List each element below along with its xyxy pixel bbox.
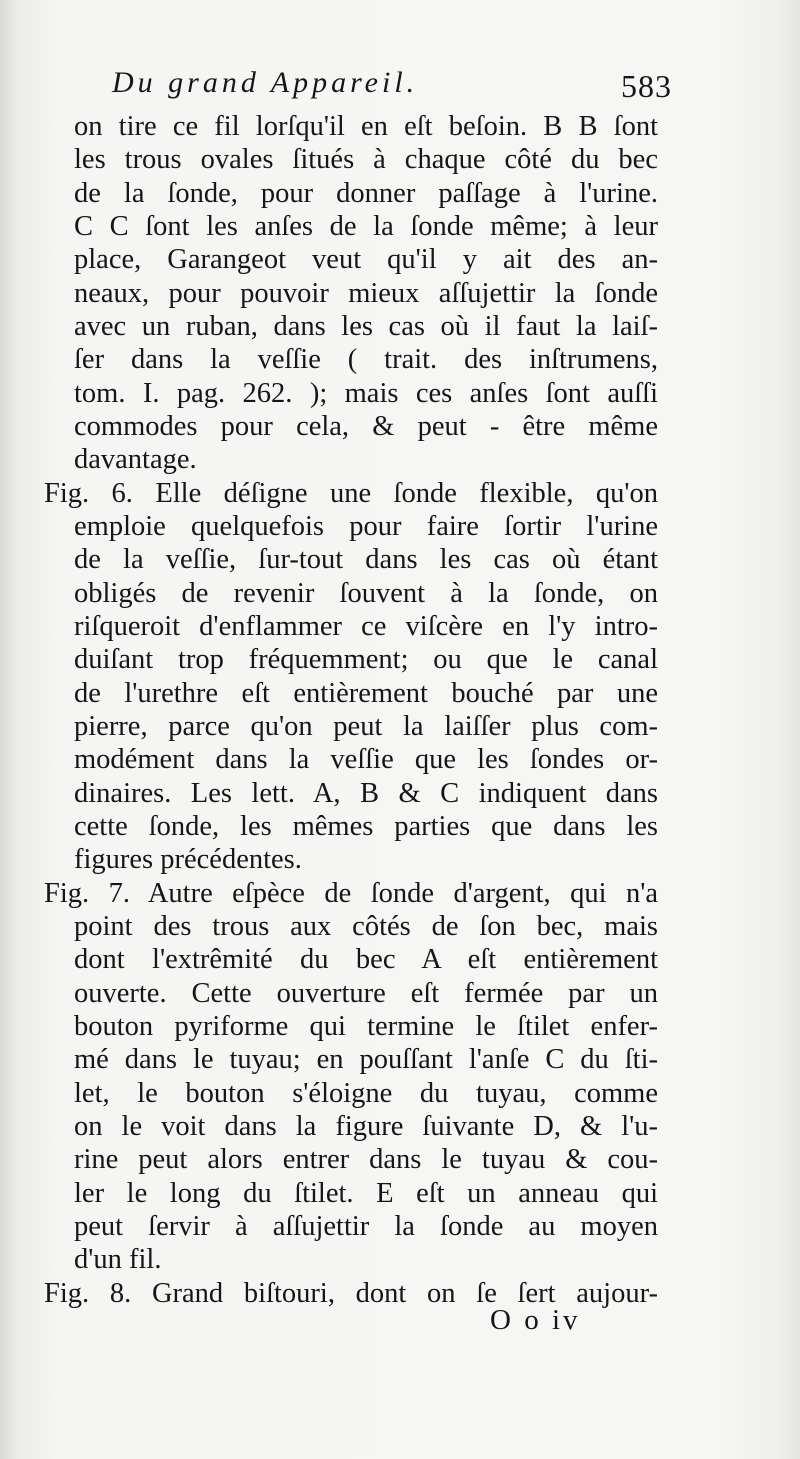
running-head bbox=[112, 66, 672, 110]
figure-caption-line: Fig. 8. Grand biſtouri, dont on ſe ſert aujour- bbox=[44, 1278, 658, 1309]
text-line: figures précédentes. bbox=[74, 844, 302, 875]
figure-caption-line: Fig. 7. Autre eſpèce de ſonde d'argent, qui n'a bbox=[44, 878, 658, 909]
text-line: de la ſonde, pour donner paſſage à l'urine. bbox=[74, 178, 658, 209]
text-line: ſer dans la veſſie ( trait. des inſtrumens, bbox=[74, 344, 658, 375]
signature-mark: O o iv bbox=[490, 1304, 581, 1336]
text-line: pierre, parce qu'on peut la laiſſer plus com- bbox=[74, 711, 658, 742]
text-line: commodes pour cela, & peut - être même bbox=[74, 411, 658, 442]
text-line: avec un ruban, dans les cas où il faut la laiſ- bbox=[74, 311, 658, 342]
text-line: rine peut alors entrer dans le tuyau & cou- bbox=[74, 1144, 658, 1175]
text-line: davantage. bbox=[74, 444, 197, 475]
text-line: emploie quelquefois pour faire ſortir l'urine bbox=[74, 511, 658, 542]
text-line: les trous ovales ſitués à chaque côté du bec bbox=[74, 144, 658, 175]
text-line: d'un fil. bbox=[74, 1244, 162, 1275]
text-line: let, le bouton s'éloigne du tuyau, comme bbox=[74, 1078, 658, 1109]
text-line: dont l'extrêmité du bec A eſt entièrement bbox=[74, 944, 658, 975]
text-line: peut ſervir à aſſujettir la ſonde au moyen bbox=[74, 1211, 658, 1242]
text-line: obligés de revenir ſouvent à la ſonde, on bbox=[74, 578, 658, 609]
running-head-title: Du grand Appareil. bbox=[112, 66, 419, 99]
text-line: place, Garangeot veut qu'il y ait des an- bbox=[74, 244, 658, 275]
text-line: bouton pyriforme qui termine le ſtilet enfer- bbox=[74, 1011, 658, 1042]
text-line: de l'urethre eſt entièrement bouché par une bbox=[74, 678, 658, 709]
text-line: mé dans le tuyau; en pouſſant l'anſe C du ſti- bbox=[74, 1044, 658, 1075]
text-line: modément dans la veſſie que les ſondes or- bbox=[74, 744, 658, 775]
text-line: C C ſont les anſes de la ſonde même; à leur bbox=[74, 211, 658, 242]
figure-caption-line: Fig. 6. Elle déſigne une ſonde flexible, qu'on bbox=[44, 478, 658, 509]
text-line: on tire ce fil lorſqu'il en eſt beſoin. B B ſont bbox=[74, 111, 658, 142]
text-line: ouverte. Cette ouverture eſt fermée par un bbox=[74, 978, 658, 1009]
text-line: cette ſonde, les mêmes parties que dans les bbox=[74, 811, 658, 842]
text-line: de la veſſie, ſur-tout dans les cas où étant bbox=[74, 544, 658, 575]
text-line: tom. I. pag. 262. ); mais ces anſes ſont auſſi bbox=[74, 378, 658, 409]
page-number: 583 bbox=[621, 68, 672, 104]
text-line: on le voit dans la figure ſuivante D, & l'u- bbox=[74, 1111, 658, 1142]
text-line: ler le long du ſtilet. E eſt un anneau qui bbox=[74, 1178, 658, 1209]
text-line: duiſant trop fréquemment; ou que le canal bbox=[74, 644, 658, 675]
text-line: dinaires. Les lett. A, B & C indiquent dans bbox=[74, 778, 658, 809]
text-line: neaux, pour pouvoir mieux aſſujettir la ſonde bbox=[74, 278, 658, 309]
text-line: riſqueroit d'enflammer ce viſcère en l'y intro- bbox=[74, 611, 658, 642]
text-line: point des trous aux côtés de ſon bec, mais bbox=[74, 911, 658, 942]
